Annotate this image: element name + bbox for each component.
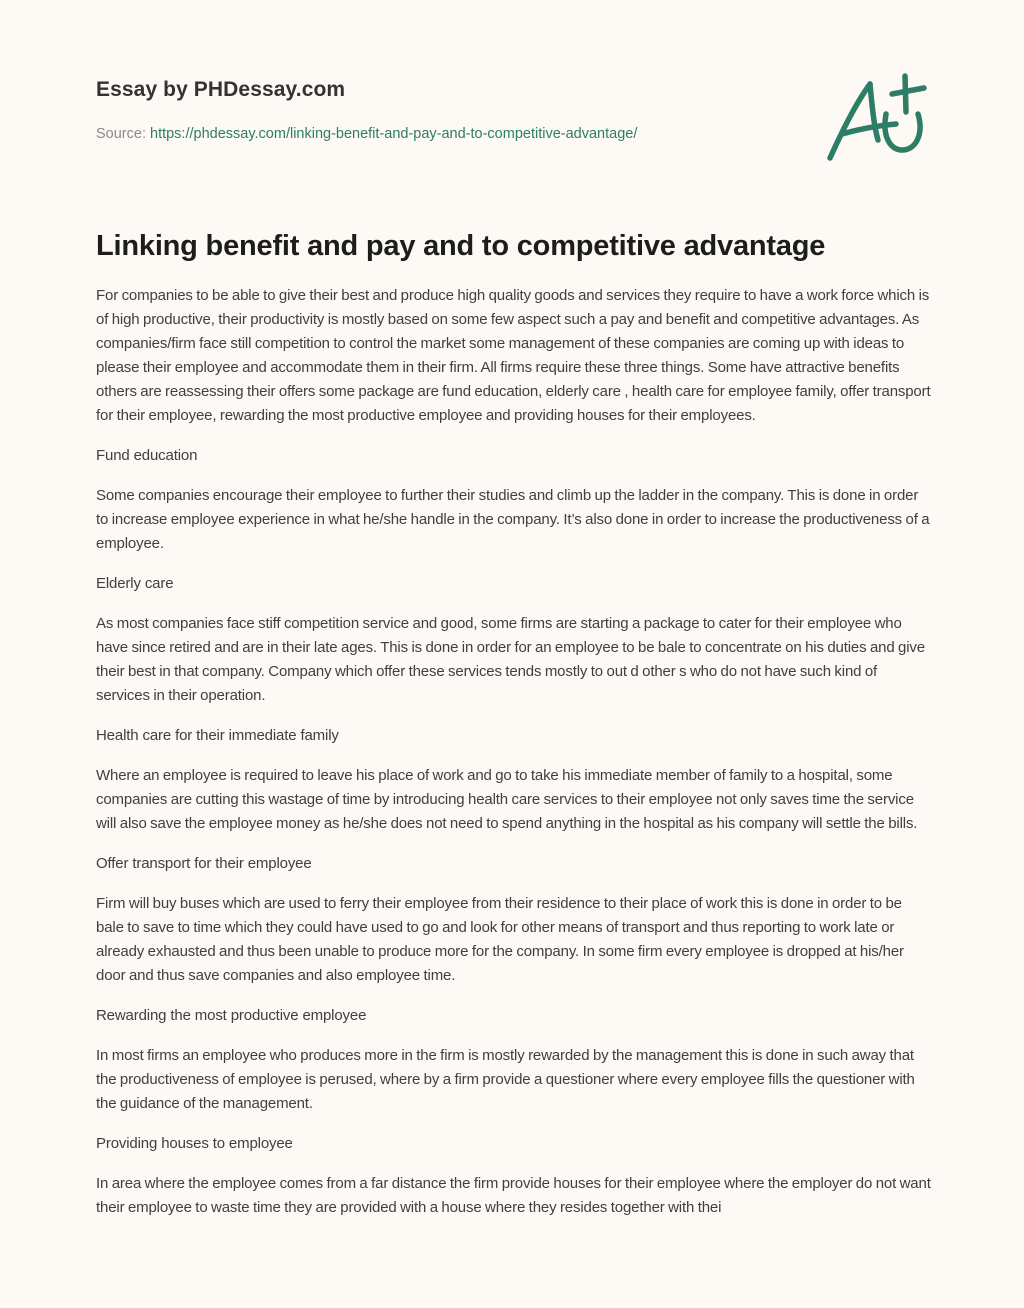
section-body: In most firms an employee who produces more in the firm is mostly rewarded by the management this is done in such away that the productiveness of employee is perused, where by a firm provide a questioner where every employee fills the questioner with the guidance of the management.	[96, 1047, 915, 1112]
section-heading: Rewarding the most productive employee	[96, 1007, 367, 1024]
section-heading: Offer transport for their employee	[96, 855, 312, 872]
essay-article	[96, 226, 932, 1236]
section-body: Where an employee is required to leave his place of work and go to take his immediate member of family to a hospital, some companies are cutting this wastage of time by introducing health care services to their employee not only saves time the service will also save the employee money as he/she does not need to spend anything in the hospital as his company will settle the bills.	[96, 767, 918, 832]
source-label: Source:	[96, 126, 150, 142]
section-body: As most companies face stiff competition service and good, some firms are starting a package to cater for their employee who have since retired and are in their late ages. This is done in order for an employee to be bale to concentrate on his duties and give their best in that company. Company which offer these services tends mostly to out d other s who do not have such kind of services in their operation.	[96, 615, 925, 704]
article-title: Linking benefit and pay and to competitive advantage	[96, 230, 826, 262]
page-header	[96, 76, 796, 144]
section-heading: Providing houses to employee	[96, 1135, 293, 1152]
section-heading: Fund education	[96, 447, 198, 464]
source-line	[96, 124, 796, 144]
section-body: In area where the employee comes from a far distance the firm provide houses for their employee where the employer do not want their employee to waste time they are provided with a house where they resides together with thei	[96, 1175, 931, 1216]
section-body: Firm will buy buses which are used to ferry their employee from their residence to their place of work this is done in order to be bale to save to time which they could have used to go and look for other means of transport and thus reporting to work late or already exhausted and thus been unable to produce more for the company. In some firm every employee is dropped at his/her door and thus save companies and also employee time.	[96, 895, 904, 984]
source-link[interactable]: https://phdessay.com/linking-benefit-and-pay-and-to-competitive-advantage/	[150, 126, 638, 142]
section-heading: Elderly care	[96, 575, 174, 592]
section-heading: Health care for their immediate family	[96, 727, 339, 744]
a-plus-grade-icon	[820, 66, 930, 166]
intro-paragraph: For companies to be able to give their best and produce high quality goods and services they require to have a work force which is of high productive, their productivity is mostly based on some few aspect such a pay and benefit and competitive advantages. As companies/firm face still competition to control the market some management of these companies are coming up with ideas to please their employee and accommodate them in their firm. All firms require these three things. Some have attractive benefits others are reassessing their offers some package are fund education, elderly care , health care for employee family, offer transport for their employee, rewarding the most productive employee and providing houses for their employees.	[96, 287, 931, 424]
site-title: Essay by PHDessay.com	[96, 78, 346, 101]
section-body: Some companies encourage their employee to further their studies and climb up the ladder in the company. This is done in order to increase employee experience in what he/she handle in the company. It’s also done in order to increase the productiveness of a employee.	[96, 487, 930, 552]
